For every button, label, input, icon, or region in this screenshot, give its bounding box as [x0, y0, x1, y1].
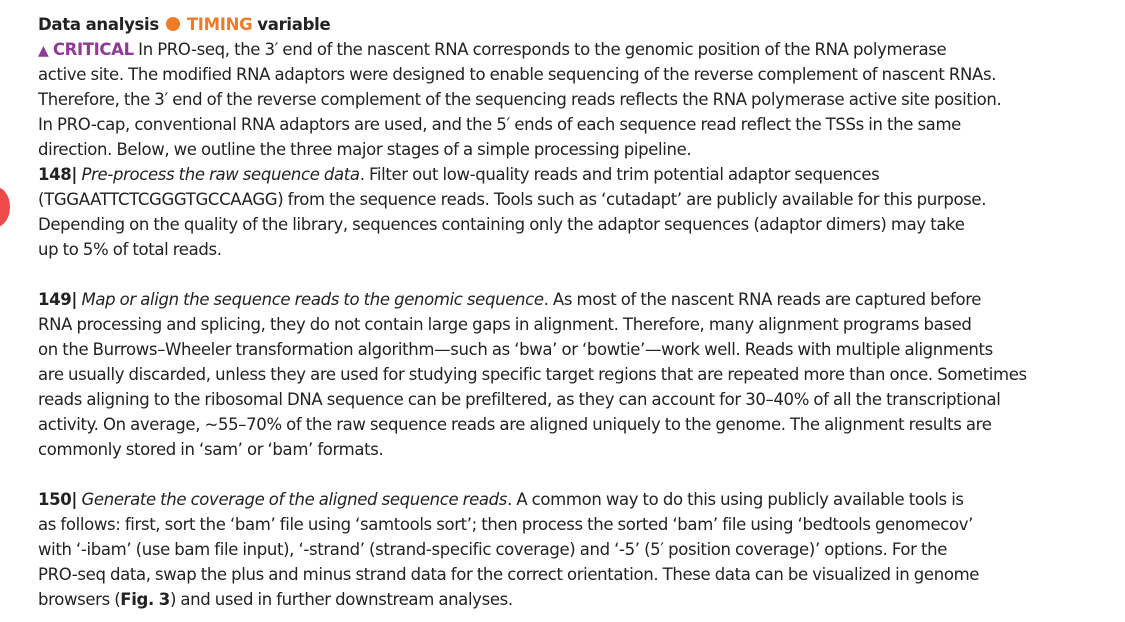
- step-149-line-2: RNA processing and splicing, they do not contain large gaps in alignment. Therefore, many alignment programs based: [38, 315, 972, 334]
- step-150-line-2: as follows: first, sort the ‘bam’ file using ‘samtools sort’; then process the sorted ‘bam’ file using ‘bedtools genomecov’: [38, 515, 974, 534]
- critical-line-2: active site. The modified RNA adaptors were designed to enable sequencing of the reverse complement of nascent RNAs.: [38, 65, 997, 84]
- step-text: ) and used in further downstream analyses.: [169, 590, 513, 609]
- critical-line-3: Therefore, the 3′ end of the reverse complement of the sequencing reads reflects the RNA polymerase active site position.: [38, 90, 1002, 109]
- step-title: Generate the coverage of the aligned sequence reads: [81, 490, 508, 509]
- step-text: . As most of the nascent RNA reads are captured before: [543, 290, 982, 309]
- step-148-line-2: (TGGAATTCTCGGGTGCCAAGG) from the sequence reads. Tools such as ‘cutadapt’ are publicly available for this purpose.: [38, 190, 987, 209]
- step-149-line-5: reads aligning to the ribosomal DNA sequence can be prefiltered, as they can account for 30–40% of all the transcriptional: [38, 390, 1001, 409]
- critical-line-5: direction. Below, we outline the three major stages of a simple processing pipeline.: [38, 140, 692, 159]
- section-title: Data analysis: [38, 15, 159, 34]
- critical-text: In PRO-seq, the 3′ end of the nascent RNA corresponds to the genomic position of the RNA polymerase: [133, 40, 947, 59]
- step-149: [38, 287, 1118, 462]
- timing-value: variable: [257, 15, 331, 34]
- step-149-line-1: [38, 287, 1118, 312]
- paragraph-gap: [38, 262, 1118, 287]
- section-heading: [38, 12, 1118, 37]
- step-149-line-3: on the Burrows–Wheeler transformation algorithm—such as ‘bwa’ or ‘bowtie’—work well. Reads with multiple alignments: [38, 340, 993, 359]
- critical-line-4: In PRO-cap, conventional RNA adaptors are used, and the 5′ ends of each sequence read reflect the TSSs in the same: [38, 115, 961, 134]
- step-bar: |: [71, 290, 78, 309]
- step-title: Pre-process the raw sequence data: [81, 165, 360, 184]
- step-149-line-4: are usually discarded, unless they are used for studying specific target regions that are repeated more than once. Sometimes: [38, 365, 1027, 384]
- step-148: [38, 162, 1118, 262]
- step-text: . Filter out low-quality reads and trim potential adaptor sequences: [359, 165, 880, 184]
- step-150-line-4: PRO-seq data, swap the plus and minus strand data for the correct orientation. These data can be visualized in genome: [38, 565, 980, 584]
- step-text: browsers (: [38, 590, 121, 609]
- step-number: 150: [38, 490, 72, 509]
- figure-reference-link[interactable]: Fig. 3: [120, 590, 170, 609]
- critical-paragraph: [38, 37, 1118, 162]
- step-150: [38, 487, 1118, 612]
- step-148-line-1: [38, 162, 1118, 187]
- critical-label: CRITICAL: [52, 40, 134, 59]
- step-149-line-7: commonly stored in ‘sam’ or ‘bam’ formats.: [38, 440, 384, 459]
- step-bar: |: [71, 490, 78, 509]
- step-148-line-4: up to 5% of total reads.: [38, 240, 222, 259]
- step-text: . A common way to do this using publicly available tools is: [507, 490, 964, 509]
- critical-line-1: [38, 37, 1118, 62]
- step-bar: |: [71, 165, 78, 184]
- triangle-up-icon: ▲: [38, 43, 49, 59]
- orange-dot-icon: [166, 17, 180, 31]
- step-number: 149: [38, 290, 72, 309]
- step-title: Map or align the sequence reads to the genomic sequence: [81, 290, 544, 309]
- edge-marker-dot: [0, 187, 10, 227]
- protocol-page: [38, 12, 1118, 612]
- step-148-line-3: Depending on the quality of the library, sequences containing only the adaptor sequences (adaptor dimers) may take: [38, 215, 965, 234]
- step-number: 148: [38, 165, 72, 184]
- timing-label: TIMING: [186, 15, 253, 34]
- step-150-line-1: [38, 487, 1118, 512]
- paragraph-gap: [38, 462, 1118, 487]
- step-149-line-6: activity. On average, ~55–70% of the raw sequence reads are aligned uniquely to the genome. The alignment results are: [38, 415, 992, 434]
- step-150-line-3: with ‘-ibam’ (use bam file input), ‘-strand’ (strand-specific coverage) and ‘-5’ (5′ position coverage)’ options. For the: [38, 540, 947, 559]
- step-150-line-5: [38, 587, 1118, 612]
